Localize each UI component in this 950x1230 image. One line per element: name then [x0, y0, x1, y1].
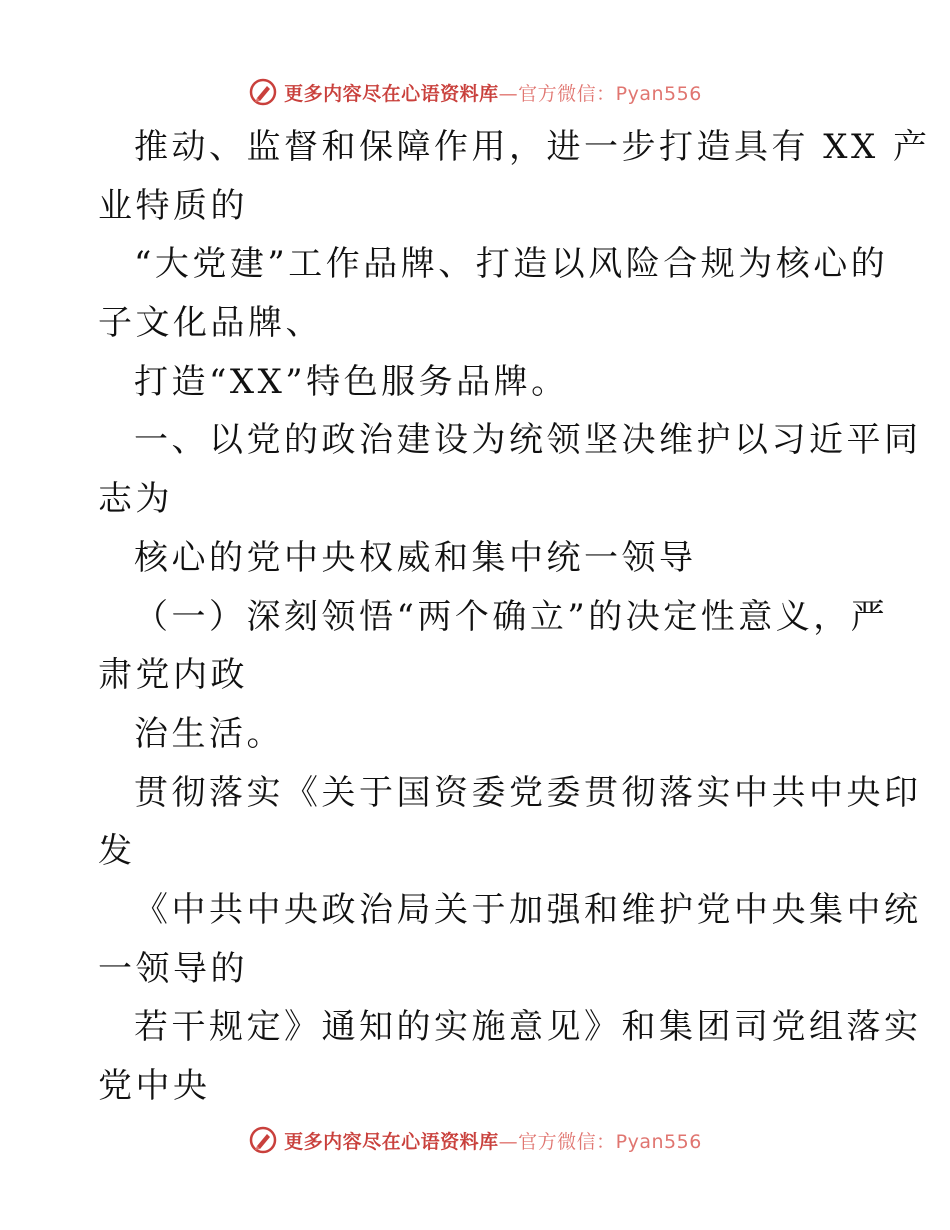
document-body [98, 118, 931, 1116]
text-line: 打造“XX”特色服务品牌。 [134, 361, 569, 402]
header-watermark [0, 72, 950, 112]
text-line: 推动、监督和保障作用，进一步打造具有 XX 产 [134, 127, 931, 167]
text-line: 志为 [98, 479, 173, 520]
text-line: 贯彻落实《关于国资委党委贯彻落实中共中央印 [134, 772, 922, 813]
text-line: “大党建”工作品牌、打造以风险合规为核心的 [134, 244, 889, 285]
pen-logo-icon [248, 77, 278, 107]
text-line: 党中央 [98, 1066, 211, 1106]
pen-logo-icon [248, 1125, 278, 1155]
watermark-sub-text: —官方微信：Pyan556 [498, 82, 702, 105]
text-line: 《中共中央政治局关于加强和维护党中央集中统 [134, 889, 922, 930]
text-line: 核心的党中央权威和集中统一领导 [134, 537, 697, 578]
text-line: 一、以党的政治建设为统领坚决维护以习近平同 [134, 420, 922, 461]
text-line: 子文化品牌、 [98, 303, 323, 344]
text-line: 发 [98, 831, 136, 872]
text-line: 业特质的 [98, 185, 248, 226]
text-line: 一领导的 [98, 948, 248, 989]
text-line: 若干规定》通知的实施意见》和集团司党组落实 [134, 1007, 922, 1048]
footer-watermark [0, 1120, 950, 1160]
watermark-main-text: 更多内容尽在心语资料库 [284, 1130, 499, 1153]
watermark-main-text: 更多内容尽在心语资料库 [284, 82, 499, 105]
text-line: 治生活。 [134, 713, 284, 754]
text-line: 肃党内政 [98, 655, 248, 696]
text-line: （一）深刻领悟“两个确立”的决定性意义，严 [134, 596, 889, 637]
watermark-sub-text: —官方微信：Pyan556 [498, 1130, 702, 1153]
